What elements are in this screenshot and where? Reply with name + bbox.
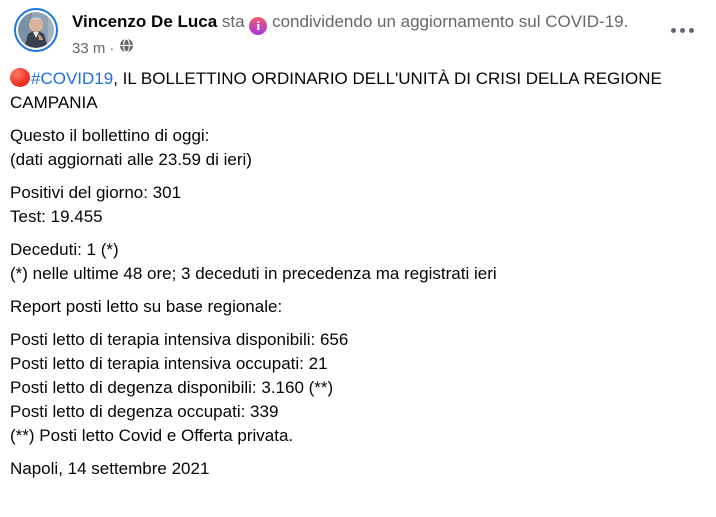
profile-photo [18,12,54,48]
ellipsis-icon [680,28,685,33]
avatar[interactable] [14,8,58,52]
meta-separator: · [109,39,115,57]
hashtag-link[interactable]: #COVID19 [31,69,114,88]
post-paragraph: Napoli, 14 settembre 2021 [10,459,210,478]
post-paragraph: Report posti letto su base regionale: [10,297,283,316]
post-header [0,0,716,59]
post-paragraph: Positivi del giorno: 301 Test: 19.455 [10,183,182,226]
post-header-text [72,8,628,59]
post-paragraph: Deceduti: 1 (*) (*) nelle ultime 48 ore; 3 deceduti in precedenza ma registrati ieri [10,240,497,283]
post-meta[interactable] [72,38,628,59]
action-text-pre: sta [221,12,245,31]
post-paragraphs [10,124,696,481]
headline-text: , IL BOLLETTINO ORDINARIO DELL'UNITÀ DI CRISI DELLA REGIONE CAMPANIA [10,69,662,112]
timestamp[interactable]: 33 m [72,39,106,57]
post-headline [10,67,696,115]
post-body [0,59,716,481]
post-paragraph: Questo il bollettino di oggi: (dati aggiornati alle 23.59 di ieri) [10,126,252,169]
ellipsis-icon [689,28,694,33]
red-circle-emoji [10,68,30,87]
covid-info-icon: i [249,17,267,35]
post-paragraph: Posti letto di terapia intensiva disponibili: 656 Posti letto di terapia intensiva occupati: 21 Posti letto di degenza disponibili: 3.160 (**) Posti letto di degenza occupati: 339 (**) Posti letto Covid e Offerta privata. [10,330,349,445]
ellipsis-icon [671,28,676,33]
author-name[interactable]: Vincenzo De Luca [72,12,218,31]
post-menu-button[interactable] [667,24,698,37]
action-text-post: condividendo un aggiornamento sul COVID-19. [272,12,629,31]
globe-icon [119,38,134,59]
